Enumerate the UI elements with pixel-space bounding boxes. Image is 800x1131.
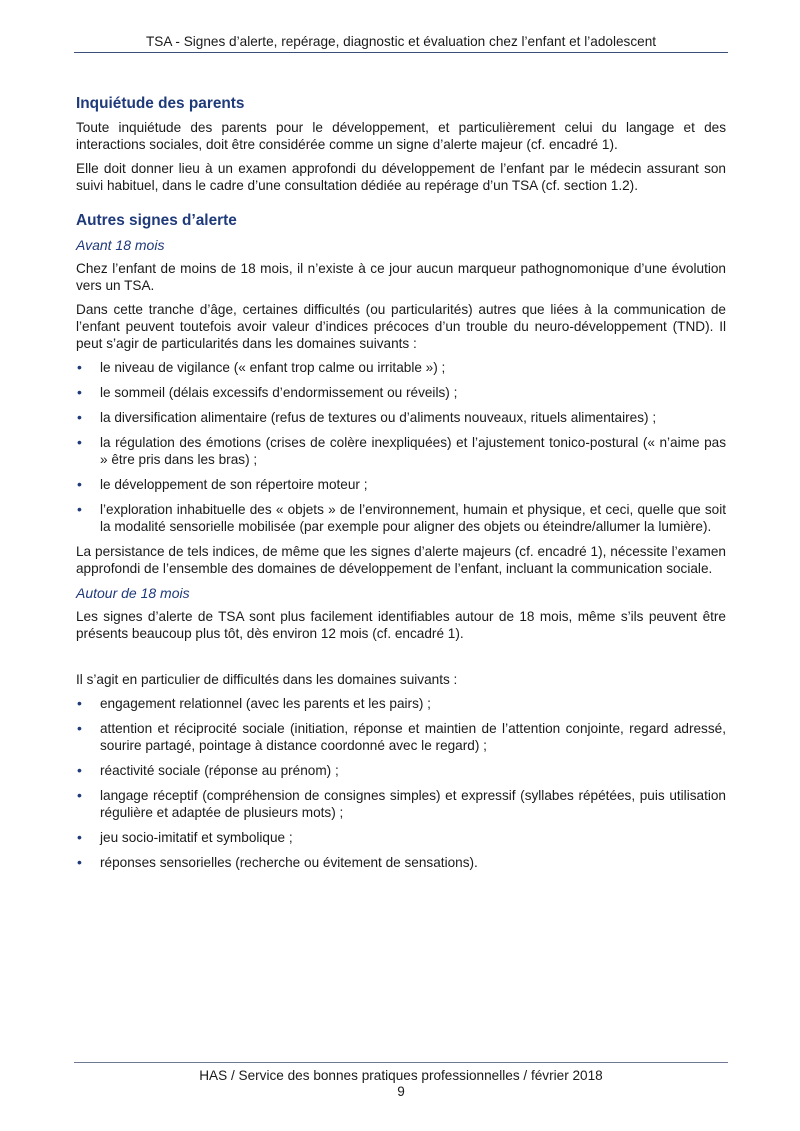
subheading-avant-18-mois: Avant 18 mois: [76, 237, 165, 253]
list-item: • la régulation des émotions (crises de colère inexpliquées) et l’ajustement tonico-postural (« n’aime pas » être pris dans les bras) ;: [77, 434, 726, 467]
list-item: • le sommeil (délais excessifs d’endormissement ou réveils) ;: [77, 384, 458, 400]
list-item: • langage réceptif (compréhension de consignes simples) et expressif (syllabes répétées, puis utilisation régulière et adaptée de plusieurs mots) ;: [77, 787, 726, 820]
bullet-icon: •: [77, 476, 82, 492]
paragraph: Toute inquiétude des parents pour le développement, et particulièrement celui du langage et des interactions sociales, doit être considérée comme un signe d’alerte majeur (cf. encadré 1).: [76, 120, 726, 152]
bullet-icon: •: [77, 695, 82, 711]
paragraph: Les signes d’alerte de TSA sont plus facilement identifiables autour de 18 mois, même s’ils peuvent être présents beaucoup plus tôt, dès environ 12 mois (cf. encadré 1).: [76, 609, 726, 641]
footer-text: HAS / Service des bonnes pratiques professionnelles / février 2018: [199, 1068, 603, 1083]
paragraph: Il s’agit en particulier de difficultés dans les domaines suivants :: [76, 672, 458, 687]
bullet-icon: •: [77, 384, 82, 400]
list-item: • réactivité sociale (réponse au prénom) ;: [77, 762, 339, 778]
page-number: 9: [397, 1084, 405, 1099]
list-item: • réponses sensorielles (recherche ou évitement de sensations).: [77, 854, 478, 870]
list-item: • attention et réciprocité sociale (initiation, réponse et maintien de l’attention conjointe, regard adressé, sourire partagé, pointage à distance coordonné avec le regard) ;: [77, 720, 726, 753]
bullet-icon: •: [77, 501, 82, 517]
paragraph: La persistance de tels indices, de même que les signes d’alerte majeurs (cf. encadré 1), nécessite l’examen approfondi de l’ensemble des domaines de développement de l’enfant, incluant la communication sociale.: [76, 544, 726, 576]
paragraph: Dans cette tranche d’âge, certaines difficultés (ou particularités) autres que liées à la communication de l’enfant peuvent toutefois avoir valeur d’indices précoces d’un trouble du neuro-développement (TND). Il peut s’agir de particularités dans les domaines suivants :: [76, 302, 726, 351]
bullet-icon: •: [77, 409, 82, 425]
bullet-icon: •: [77, 829, 82, 845]
paragraph: Chez l’enfant de moins de 18 mois, il n’existe à ce jour aucun marqueur pathognomonique d’une évolution vers un TSA.: [76, 261, 726, 293]
bullet-icon: •: [77, 854, 82, 870]
heading-autres-signes: Autres signes d’alerte: [76, 212, 237, 229]
bullet-icon: •: [77, 787, 82, 803]
page-footer: [74, 1068, 728, 1100]
list-item: • jeu socio-imitatif et symbolique ;: [77, 829, 293, 845]
bullet-icon: •: [77, 762, 82, 778]
list-item: • le niveau de vigilance (« enfant trop calme ou irritable ») ;: [77, 359, 446, 375]
page-content: [76, 94, 726, 879]
list-item: • l’exploration inhabituelle des « objets » de l’environnement, humain et physique, et ceci, quelle que soit la modalité sensorielle mobilisée (par exemple pour aligner des objets ou éteindre/allumer la lumière).: [77, 501, 726, 534]
list-item: • la diversification alimentaire (refus de textures ou d’aliments nouveaux, rituels alimentaires) ;: [77, 409, 657, 425]
paragraph: Elle doit donner lieu à un examen approfondi du développement de l’enfant par le médecin assurant son suivi habituel, dans le cadre d’une consultation dédiée au repérage d’un TSA (cf. section 1.2).: [76, 161, 726, 193]
header-rule: [74, 52, 728, 53]
heading-inquietude: Inquiétude des parents: [76, 95, 245, 112]
subheading-autour-18-mois: Autour de 18 mois: [76, 585, 190, 601]
bullet-list-avant: [76, 359, 726, 535]
list-item: • le développement de son répertoire moteur ;: [77, 476, 368, 492]
bullet-list-autour: [76, 695, 726, 871]
bullet-icon: •: [77, 720, 82, 736]
footer-rule: [74, 1062, 728, 1063]
running-header: TSA - Signes d’alerte, repérage, diagnostic et évaluation chez l’enfant et l’adolescent: [145, 34, 657, 49]
bullet-icon: •: [77, 359, 82, 375]
list-item: • engagement relationnel (avec les parents et les pairs) ;: [77, 695, 431, 711]
bullet-icon: •: [77, 434, 82, 450]
